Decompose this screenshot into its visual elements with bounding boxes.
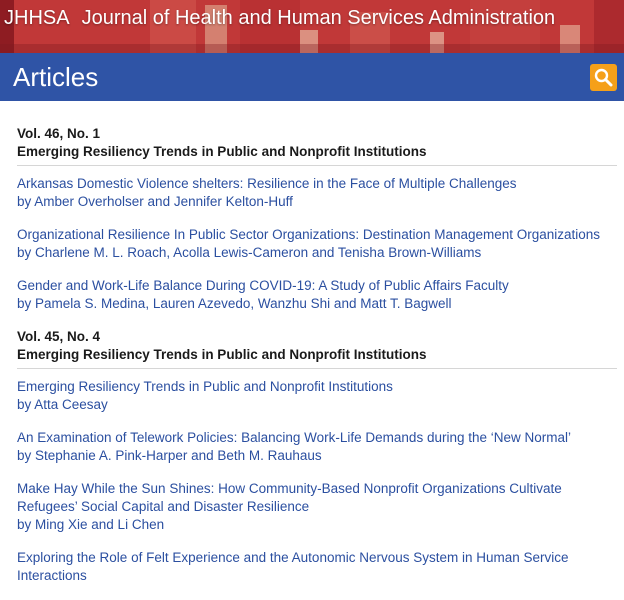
article-title-link[interactable]: Emerging Resiliency Trends in Public and Nonprofit Institutions	[17, 379, 393, 394]
article-authors: by Charlene M. L. Roach, Acolla Lewis-Cameron and Tenisha Brown-Williams	[17, 245, 482, 260]
articles-list	[17, 125, 617, 600]
article-authors: by Pamela S. Medina, Lauren Azevedo, Wanzhu Shi and Matt T. Bagwell	[17, 296, 452, 311]
article-title-link[interactable]: Arkansas Domestic Violence shelters: Resilience in the Face of Multiple Challenges	[17, 176, 517, 191]
issue-theme: Emerging Resiliency Trends in Public and Nonprofit Institutions	[17, 347, 427, 362]
article-authors: by Ming Xie and Li Chen	[17, 517, 165, 532]
issue-volume: Vol. 45, No. 4	[17, 329, 101, 344]
page-title: Articles	[13, 62, 99, 92]
article-item	[17, 378, 617, 414]
article-title-link[interactable]: Gender and Work-Life Balance During COVID-19: A Study of Public Affairs Faculty	[17, 278, 509, 293]
issue-heading	[17, 328, 617, 369]
article-item	[17, 226, 617, 262]
issue-heading	[17, 125, 617, 166]
article-authors: by Atta Ceesay	[17, 397, 108, 412]
article-item	[17, 549, 617, 585]
article-title-link[interactable]: Organizational Resilience In Public Sector Organizations: Destination Management Organizations	[17, 227, 601, 242]
search-button[interactable]	[590, 64, 617, 91]
article-authors: by Stephanie A. Pink-Harper and Beth M. Rauhaus	[17, 448, 322, 463]
section-header	[0, 53, 624, 101]
article-item	[17, 277, 617, 313]
issue-section	[17, 125, 617, 313]
search-icon	[594, 68, 613, 87]
article-item	[17, 175, 617, 211]
article-item	[17, 429, 617, 465]
article-title-link[interactable]: Exploring the Role of Felt Experience and the Autonomic Nervous System in Human Service Interactions	[17, 550, 569, 583]
journal-banner	[0, 0, 624, 53]
article-title-link[interactable]: An Examination of Telework Policies: Balancing Work-Life Demands during the ‘New Normal’	[17, 430, 572, 445]
article-title-link[interactable]: Make Hay While the Sun Shines: How Community-Based Nonprofit Organizations Cultivate Refugees’ Social Capital and Disaster Resilience	[17, 481, 562, 514]
article-authors: by Amber Overholser and Jennifer Kelton-Huff	[17, 194, 293, 209]
issue-theme: Emerging Resiliency Trends in Public and Nonprofit Institutions	[17, 144, 427, 159]
article-item	[17, 480, 617, 534]
issue-volume: Vol. 46, No. 1	[17, 126, 101, 141]
journal-name[interactable]: Journal of Health and Human Services Administration	[81, 7, 556, 29]
journal-abbreviation[interactable]: JHHSA	[4, 7, 70, 29]
issue-section	[17, 328, 617, 585]
